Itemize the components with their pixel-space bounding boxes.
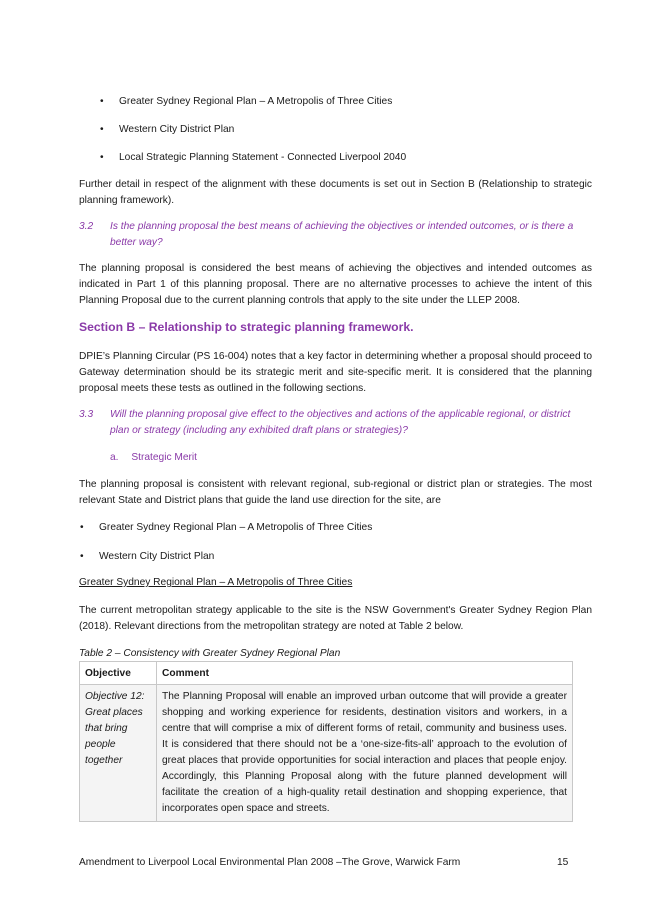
footer-title: Amendment to Liverpool Local Environmental Plan 2008 –The Grove, Warwick Farm xyxy=(79,857,461,868)
sub-label: Strategic Merit xyxy=(131,452,198,463)
bullet-dot: • xyxy=(80,522,84,533)
header-objective: Objective xyxy=(80,662,157,685)
paragraph-further-detail: Further detail in respect of the alignment with these documents is set out in Section B (Relationship to strategic planning framework). xyxy=(79,179,592,206)
underlined-heading: Greater Sydney Regional Plan – A Metropolis of Three Cities xyxy=(79,577,353,588)
paragraph-dpie: DPIE’s Planning Circular (PS 16-004) notes that a key factor in determining whether a proposal should proceed to Gateway determination should be its strategic merit and site-specific merit. It is considered that the planning proposal meets these tests as outlined in the following sections. xyxy=(79,351,592,394)
table-row xyxy=(80,685,573,822)
question-number: 3.3 xyxy=(79,409,94,420)
cell-comment: The Planning Proposal will enable an improved urban outcome that will provide a greater shopping and working experience for residents, destination visitors and workers, in a centre that will comprise a mix of different forms of retail, community and business uses. It is considered that there should not be a ‘one-size-fits-all’ approach to the evolution of great places that provide opportunities for social interaction and places that people enjoy. Accordingly, this Planning Proposal along with the future planned development will facilitate the creation of a high-quality retail destination and shopping experience, that incorporates open space and streets. xyxy=(157,685,573,822)
bullet-dot: • xyxy=(100,96,104,107)
consistency-table xyxy=(79,661,573,822)
bullet-dot: • xyxy=(80,551,84,562)
bullet-dot: • xyxy=(100,152,104,163)
table-caption: Table 2 – Consistency with Greater Sydney Regional Plan xyxy=(79,648,341,659)
footer-page-number: 15 xyxy=(557,857,569,868)
table-header-row xyxy=(80,662,573,685)
paragraph-consistent: The planning proposal is consistent with relevant regional, sub-regional or district plan or strategies. The most relevant State and District plans that guide the land use direction for the site, are xyxy=(79,479,592,506)
header-comment: Comment xyxy=(157,662,573,685)
bullet-dot: • xyxy=(100,124,104,135)
question-text: Will the planning proposal give effect to the objectives and actions of the applicable regional, or district plan or strategy (including any exhibited draft plans or strategies)? xyxy=(110,409,571,436)
bullet-text: Greater Sydney Regional Plan – A Metropolis of Three Cities xyxy=(99,522,373,533)
sub-marker: a. xyxy=(110,452,119,463)
bullet-text: Western City District Plan xyxy=(99,551,215,562)
section-b-heading: Section B – Relationship to strategic planning framework. xyxy=(79,320,414,334)
paragraph-best-means: The planning proposal is considered the best means of achieving the objectives and intended outcomes as indicated in Part 1 of this planning proposal. There are no alternative processes to achieve the intent of this Planning Proposal due to the current planning controls that apply to the site under the LLEP 2008. xyxy=(79,263,592,306)
bullet-text: Local Strategic Planning Statement - Connected Liverpool 2040 xyxy=(119,152,407,163)
paragraph-metro: The current metropolitan strategy applicable to the site is the NSW Government's Greater Sydney Region Plan (2018). Relevant directions from the metropolitan strategy are noted at Table 2 below. xyxy=(79,605,592,632)
strategic-merit-heading xyxy=(110,452,197,463)
question-text: Is the planning proposal the best means of achieving the objectives or intended outcomes, or is there a better way? xyxy=(110,221,574,248)
bullet-text: Western City District Plan xyxy=(119,124,235,135)
question-3-3 xyxy=(79,407,592,439)
question-number: 3.2 xyxy=(79,221,94,232)
cell-objective: Objective 12: Great places that bring people together xyxy=(80,685,157,822)
bullet-text: Greater Sydney Regional Plan – A Metropolis of Three Cities xyxy=(119,96,393,107)
question-3-2 xyxy=(79,219,592,251)
